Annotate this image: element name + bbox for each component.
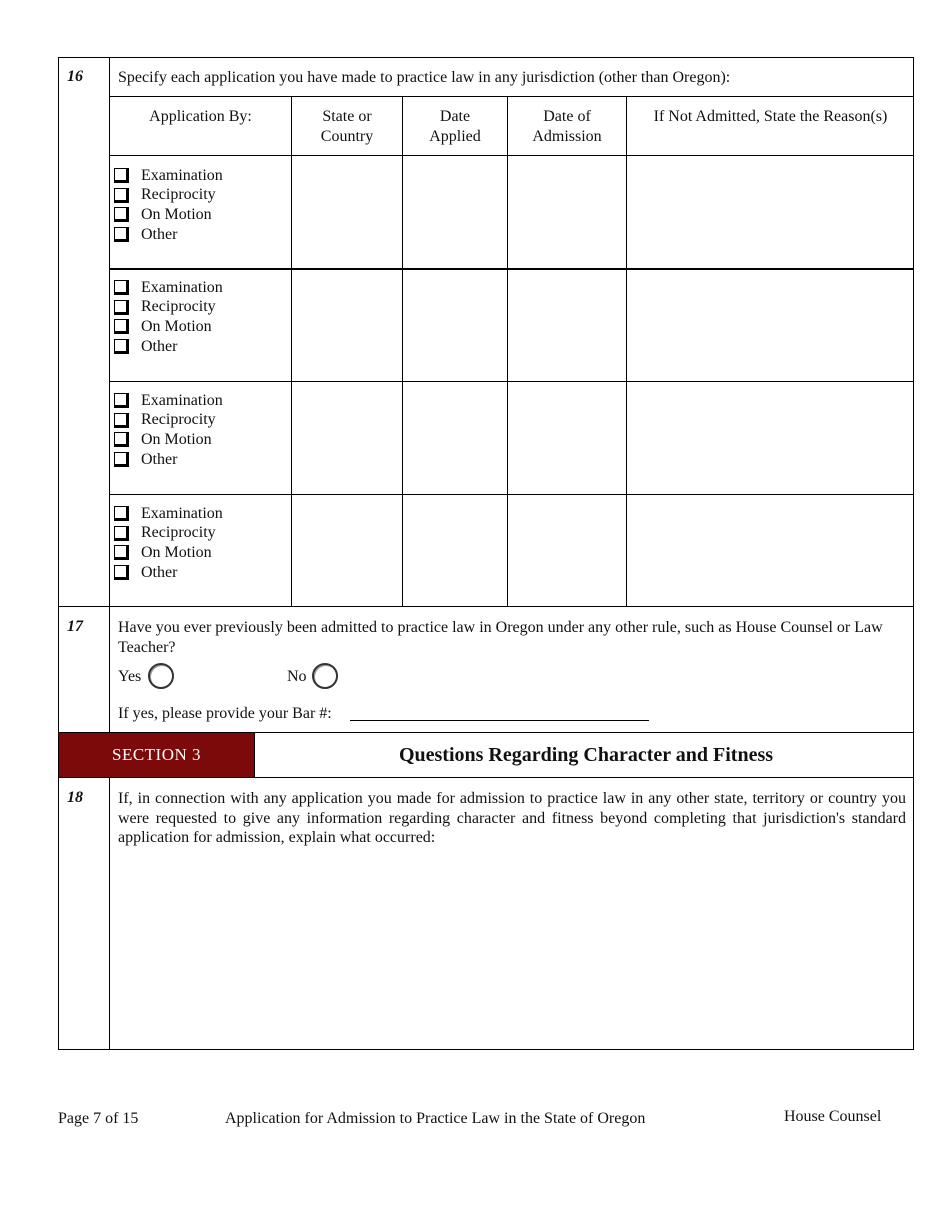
option-examination: Examination: [114, 278, 223, 298]
table-col-divider-2: [402, 96, 403, 607]
bar-number-input[interactable]: [350, 705, 649, 721]
checkbox[interactable]: [114, 280, 129, 295]
option-reciprocity: Reciprocity: [114, 411, 223, 431]
header-admission-line-1: Date of: [543, 108, 591, 125]
header-state-line-2: Country: [320, 128, 374, 145]
checkbox[interactable]: [114, 526, 129, 541]
option-other: Other: [114, 563, 223, 583]
table-row-border-3: [109, 494, 914, 495]
option-reciprocity: Reciprocity: [114, 524, 223, 544]
option-reciprocity: Reciprocity: [114, 186, 223, 206]
checkbox[interactable]: [114, 413, 129, 428]
table-row-border-1: [109, 268, 914, 270]
question-16-number: 16: [67, 68, 83, 85]
section-divider: [254, 733, 255, 777]
checkbox[interactable]: [114, 432, 129, 447]
checkbox[interactable]: [114, 188, 129, 203]
checkbox[interactable]: [114, 452, 129, 467]
checkbox[interactable]: [114, 545, 129, 560]
question-18-prompt: If, in connection with any application you made for admission to practice law in any other state, territory or country you were requested to give any information regarding character and fitness beyond completing that jurisdiction's standard application for admission, explain what occurred:: [118, 790, 906, 846]
application-row-1-options: [114, 166, 223, 244]
application-row-3-options: [114, 391, 223, 469]
header-date-applied: [403, 107, 507, 147]
checkbox[interactable]: [114, 227, 129, 242]
table-row-border-2: [109, 381, 914, 382]
option-on-motion: On Motion: [114, 430, 223, 450]
header-applied-line-1: Date: [439, 108, 471, 125]
header-admission-line-2: Admission: [532, 128, 602, 145]
table-top-border: [109, 96, 914, 97]
bar-number-label: If yes, please provide your Bar #:: [118, 705, 332, 722]
option-other: Other: [114, 337, 223, 357]
option-on-motion: On Motion: [114, 205, 223, 225]
option-other: Other: [114, 225, 223, 245]
checkbox[interactable]: [114, 565, 129, 580]
header-state-line-1: State or: [322, 108, 372, 125]
q16-bottom-border: [58, 606, 914, 607]
header-applied-line-2: Applied: [429, 128, 481, 145]
option-examination: Examination: [114, 504, 223, 524]
header-application-by: Application By:: [149, 108, 252, 125]
application-row-2-options: [114, 278, 223, 356]
checkbox[interactable]: [114, 300, 129, 315]
application-row-4-options: [114, 504, 223, 582]
checkbox[interactable]: [114, 168, 129, 183]
question-17-number: 17: [67, 618, 83, 635]
question-17-prompt: Have you ever previously been admitted to practice law in Oregon under any other rule, such as House Counsel or Law Teacher?: [118, 619, 883, 656]
question-16-prompt: Specify each application you have made to practice law in any jurisdiction (other than Oregon):: [118, 69, 731, 86]
table-col-divider-1: [291, 96, 292, 607]
checkbox[interactable]: [114, 393, 129, 408]
header-date-of-admission: [508, 107, 626, 147]
checkbox[interactable]: [114, 319, 129, 334]
option-other: Other: [114, 450, 223, 470]
table-header-border: [109, 155, 914, 156]
section-badge: SECTION 3: [59, 733, 254, 777]
checkbox[interactable]: [114, 506, 129, 521]
header-not-admitted-reason: If Not Admitted, State the Reason(s): [653, 108, 888, 125]
no-label: No: [287, 668, 307, 685]
footer-category: House Counsel: [784, 1108, 882, 1125]
question-18-answer-area[interactable]: [110, 850, 913, 1048]
checkbox[interactable]: [114, 207, 129, 222]
option-on-motion: On Motion: [114, 317, 223, 337]
table-col-divider-3: [507, 96, 508, 607]
yes-label: Yes: [118, 668, 142, 685]
option-examination: Examination: [114, 166, 223, 186]
table-col-divider-4: [626, 96, 627, 607]
question-18-number: 18: [67, 789, 83, 806]
header-state-or-country: [292, 107, 402, 147]
section-bottom-border: [58, 777, 914, 778]
footer-title: Application for Admission to Practice Law in the State of Oregon: [225, 1110, 646, 1127]
option-reciprocity: Reciprocity: [114, 298, 223, 318]
page-number: Page 7 of 15: [58, 1110, 139, 1127]
option-examination: Examination: [114, 391, 223, 411]
section-title: Questions Regarding Character and Fitness: [398, 743, 774, 766]
no-radio[interactable]: [312, 663, 338, 689]
yes-radio[interactable]: [148, 663, 174, 689]
option-on-motion: On Motion: [114, 543, 223, 563]
checkbox[interactable]: [114, 339, 129, 354]
